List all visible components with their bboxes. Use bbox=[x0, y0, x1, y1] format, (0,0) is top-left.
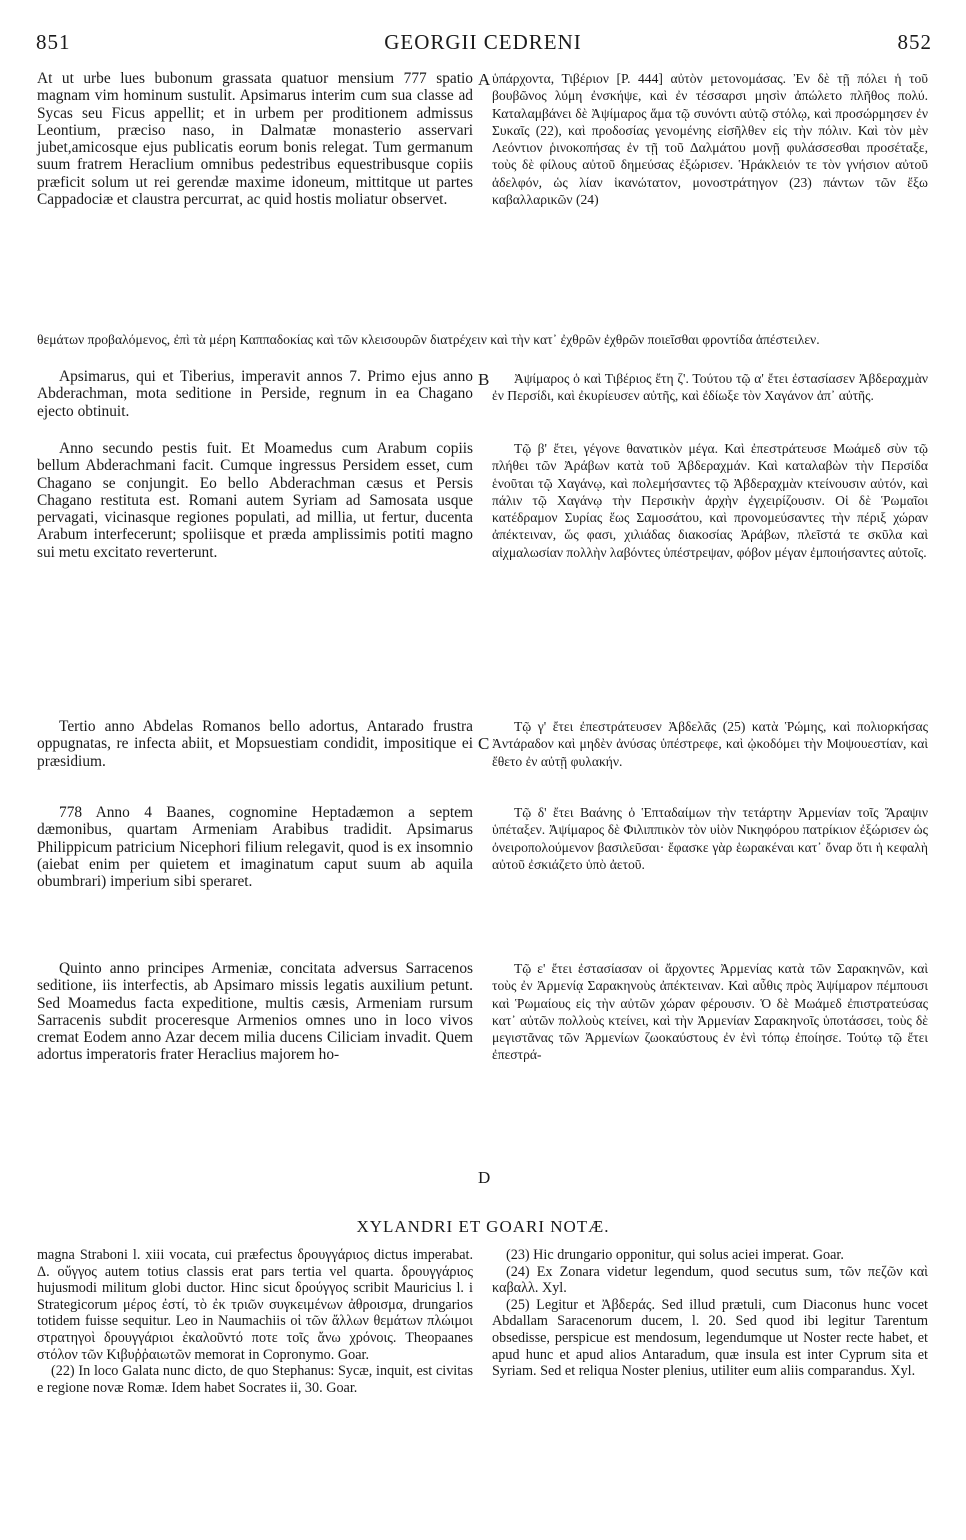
note-left-1: magna Straboni l. xiii vocata, cui præfectus δρουγγάριος dictus imperabat. Δ. οὔγγος autem totius classis erat pars tertia vel quarta. δρουγγάριος hujusmodi militum globi ductor. Hinc sicut δρούγγος scribit Mauricius l. i Strategicorum μέρος ἐστί, τὸ ἐκ τριῶν συγκειμένων ἀθροισμα, drungarios totidem fuisse sequitur. Leo in Naumachiis οἱ τῶν ἄλλων θεμάτων πλώιμοι στρατηγοὶ δρουγγάριοι ἐκαλοῦντό ποτε τοῖς ἄνω χρόνοις. Theopaanes στόλον τῶν Κιβυῤῥαιωτῶν memorat in Copronymo. Goar. bbox=[37, 1247, 473, 1363]
greek-paragraph-4: Τῷ γ' ἔτει ἐπεστράτευσεν Ἀβδελᾶς (25) κατὰ Ῥώμης, καὶ πολιορκήσας Ἀντάραδον καὶ μηδὲν ἀνύσας ὑπέστρεφε, καὶ ᾠκοδόμει τὴν Μοψουεστίαν, καὶ ἔθετο ἐν αὐτῇ φυλακήν. bbox=[492, 719, 928, 769]
page-number-right: 852 bbox=[897, 30, 932, 54]
notes-left-column bbox=[37, 1247, 473, 1396]
notes-title: XYLANDRI ET GOARI NOTÆ. bbox=[356, 1217, 610, 1236]
running-title: GEORGII CEDRENI bbox=[384, 30, 582, 54]
latin-paragraph-1: At ut urbe lues bubonum grassata quatuor mensium 777 spatio magnam vim hominum sustulit. Apsimarus interim cum sua classe ad Sycas seu Ficus appellit; et in urbem per proditionem admissus Leontium, præciso naso, in Dalmatæ monasterio asservari jubet,amicosque ejus publicatis eorum bonis relegat. Tum germanum suum fratrem Heraclium omnibus pedestribus equestribusque copiis præficit solum ut rei gerendæ maxime idoneum, mittitque ut partes Cappadociæ et claustra percurrat, ac quid hostis moliatur observet. bbox=[37, 70, 473, 209]
margin-marker-a: A bbox=[478, 70, 491, 89]
margin-marker-c: C bbox=[478, 734, 490, 753]
greek-paragraph-3: Τῷ β' ἔτει, γέγονε θανατικὸν μέγα. Καὶ ἐπεστράτευσε Μωάμεδ σὺν τῷ πλήθει τῶν Ἀράβων κατὰ τοῦ Ἀβδεραχμάν. Καὶ καταλαβὼν τὴν Περσίδα ἑνοῦται τῷ Χαγάνῳ, καὶ πολεμήσαντες τῷ Ἀβδεραχμὰν κτείνουσιν αὐτόν, καὶ πάλιν τῷ Χαγάνῳ τὴν Περσικὴν ἀρχὴν ἐγχειρίζουσιν. Οἱ δὲ Ῥωμαῖοι κατέδραμον Συρίας ἕως Σαμοσάτου, καὶ προνομεύσαντες τὴν πέριξ χώραν ἀπέκτειναν, ὥς φασι, χιλιάδας διακοσίας Ἀράβων, πλεῖστά τε σκῦλα καὶ αἰχμαλωσίαν πολλὴν λαβόντες ὑπέστρεψαν, φόβον μέγαν ἐμποιήσαντες αὐτοῖς. bbox=[492, 441, 928, 560]
latin-paragraph-5: 778 Anno 4 Baanes, cognomine Heptadæmon a septem dæmonibus, quartam Armeniam Arabibus tradidit. Apsimarus Philippicum patricium Nicephori filium relegavit, quod is ex insomnio (aiebat enim per quietem et imaginatum caput suum ab aquila obumbrari) imperium sibi speraret. bbox=[37, 804, 473, 891]
note-23: (23) Hic drungario opponitur, qui solus aciei imperat. Goar. bbox=[506, 1247, 844, 1263]
greek-paragraph-6: Τῷ ε' ἔτει ἐστασίασαν οἱ ἄρχοντες Ἀρμενίας κατὰ τῶν Σαρακηνῶν, καὶ τοὺς ἐν Ἀρμενίᾳ Σαρακηνοὺς ἀπέκτειναν. Καὶ αὖθις πρὸς Ἀψίμαρον πέμπουσι καὶ Ῥωμαίους εἰς τὴν αὐτῶν χώραν φέρουσιν. Ὁ δὲ Μωάμεδ ἐπιστρατεύσας κατ᾽ αὐτῶν πολλοὺς κτείνει, καὶ τὴν Ἀρμενίαν Σαρακηνοῖς ὑποτάσσει, τοὺς δὲ μεγιστᾶνας τῶν Ἀρμενίων ζωοκαύστους ἐν ἑνὶ τόπῳ ἐποίησε. Τούτῳ τῷ ἔτει ἐπεστρά- bbox=[492, 961, 928, 1063]
greek-spanning-text: θεμάτων προβαλόμενος, ἐπὶ τὰ μέρη Καππαδοκίας καὶ τῶν κλεισουρῶν διατρέχειν καὶ τὴν κατ᾽ ἐχθρῶν ἐχθρῶν ποιεῖσθαι φροντίδα ἀπέστειλεν. bbox=[37, 332, 820, 347]
latin-paragraph-6: Quinto anno principes Armeniæ, concitata adversus Sarracenos seditione, iis interfectis, ab Apsimaro missis legatis auxilium petunt. Sed Moamedus facta expeditione, multis cæsis, Armeniam rursum Sarracenis subdit proceresque Armenios omnes uno in loco vivos cremat Eodem anno Azar decem milia ducens Ciliciam invadit. Quem adortus imperatoris frater Heraclius majorem ho- bbox=[37, 960, 473, 1064]
latin-paragraph-4: Tertio anno Abdelas Romanos bello adortus, Antarado frustra oppugnatas, re infecta abiit, et Mopsuestiam condidit, impositique ei præsidium. bbox=[37, 718, 473, 770]
margin-marker-d: D bbox=[478, 1168, 491, 1187]
note-25: (25) Legitur et Ἀβδεράς. Sed illud prætuli, cum Diaconus hunc vocet Abdallam Saracenorum ducem, l. 20. Sed quod ibi legitur Tarentum obsedisse, perspicue est mendosum, legendumque ut Noster recte habet, et apud hunc et apud alios Antaradum, quæ insula est inter Cyprum sita et Syriam. Sed et reliqua Noster plenius, utiliter eum aliis comparandus. Xyl. bbox=[492, 1296, 928, 1380]
greek-paragraph-1: ὑπάρχοντα, Τιβέριον [Ρ. 444] αὐτὸν μετονομάσας. Ἐν δὲ τῇ πόλει ἡ τοῦ βουβῶνος λύμη ἐνσκήψε, καὶ ἐν τέσσαρσι μησὶν ἀπώλετο πλῆθος πολύ. Καταλαμβάνει δὲ Ἀψίμαρος ἅμα τῷ συνόντι αὐτῷ στόλῳ, καὶ προσώρμησεν ἐν Συκαῖς (22), καὶ προδοσίας γενομένης εἰσῆλθεν εἰς τὴν πόλιν. Καὶ τὸν μὲν Λεόντιον ῥινοκοπήσας ἐν τῇ τοῦ Δαλμάτου μονῇ φυλάσσεσθαι προσέταξε, τοὺς δὲ φίλους αὐτοῦ δημεύσας ἐξώρισεν. Ἡράκλειόν τε τὸν γνήσιον αὐτοῦ ἀδελφόν, ὡς λίαν ἱκανώτατον, μονοστράτηγον (23) πάντων τῶν ἔξω καβαλλαρικῶν (24) bbox=[492, 71, 928, 208]
page-number-left: 851 bbox=[36, 30, 71, 54]
notes-right-column bbox=[492, 1247, 928, 1380]
page-header bbox=[22, 30, 944, 60]
margin-marker-b: B bbox=[478, 370, 490, 389]
latin-paragraph-2: Apsimarus, qui et Tiberius, imperavit annos 7. Primo ejus anno Abderachman, mota seditione in Perside, regnum in ea Chagano ejecto obtinuit. bbox=[37, 368, 473, 420]
latin-paragraph-3: Anno secundo pestis fuit. Et Moamedus cum Arabum copiis bellum Abderachmani facit. Cumque ingressus Persidem esset, cum Chagano se conjungit. Eo bello Abderachman cæsus et Persis Chagano restituta est. Romani autem Syriam ad Samosata usque pervagati, vicinasque regiones populati, ad millia, ut fertur, ducenta Arabum interfecerunt; spoliisque et præda amplissimis potiti magno sui metu excitato reverterunt. bbox=[37, 440, 473, 561]
note-24: (24) Ex Zonara videtur legendum, quod secutus sum, τῶν πεζῶν καὶ καβαλλ. Xyl. bbox=[492, 1263, 928, 1297]
greek-paragraph-2: Ἀψίμαρος ὁ καὶ Τιβέριος ἔτη ζ'. Τούτου τῷ α' ἔτει ἐστασίασεν Ἀβδεραχμὰν ἐν Περσίδι, καὶ ἐκυρίευσεν αὐτῆς, καὶ ἐδίωξε τὸν Χαγάνον ἀπ᾽ αὐτῆς. bbox=[492, 371, 928, 404]
note-22: (22) In loco Galata nunc dicto, de quo Stephanus: Sycæ, inquit, est civitas e regione novæ Romæ. Idem habet Socrates ii, 30. Goar. bbox=[37, 1363, 473, 1396]
greek-paragraph-5: Τῷ δ' ἔτει Βαάνης ὁ Ἑπταδαίμων τὴν τετάρτην Ἀρμενίαν τοῖς Ἄραψιν ὑπέταξεν. Ἀψίμαρος δὲ Φιλιππικὸν τὸν υἱὸν Νικηφόρου πατρίκιον ἐξώρισεν ὡς ὀνειροπολούμενον βασιλεῦσαι· ἔφασκε γὰρ ἑωρακέναι κατ᾽ ὄναρ ὅτι ἡ κεφαλὴ αὐτοῦ ἐσκιάζετο ὑπὸ ἀετοῦ. bbox=[492, 805, 928, 872]
